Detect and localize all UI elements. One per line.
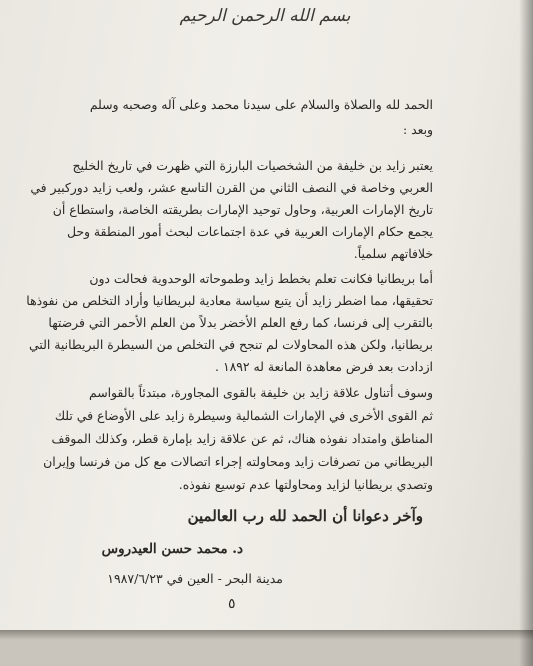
- paragraph-line: المناطق وامتداد نفوذه هناك، ثم عن علاقة زايد بإمارة قطر، وكذلك الموقف: [51, 431, 433, 446]
- place-date: مدينة البحر - العين في ١٩٨٧/٦/٢٣: [107, 571, 283, 586]
- paragraph-line: ازدادت بعد فرض معاهدة المانعة له ١٨٩٢ .: [215, 359, 433, 374]
- paragraph-line: تاريخ الإمارات العربية، وحاول توحيد الإمارات بطريقته الخاصة، واستطاع أن: [52, 202, 433, 217]
- paragraph-line: يعتبر زايد بن خليفة من الشخصيات البارزة التي ظهرت في تاريخ الخليج: [72, 158, 433, 173]
- page-shadow: [0, 630, 533, 640]
- paragraph-line: العربي وخاصة في النصف الثاني من القرن التاسع عشر، ولعب زايد دوركبير في: [30, 180, 433, 195]
- paragraph-line: أما بريطانيا فكانت تعلم بخطط زايد وطموحاته الوحدوية فحالت دون: [89, 271, 433, 286]
- page-number: ٥: [228, 596, 236, 612]
- paragraph-line: خلافاتهم سلمياً.: [353, 246, 433, 261]
- paragraph-line: البريطاني من تصرفات زايد ومحاولته إجراء اتصالات مع كل من فرنسا وإيران: [43, 454, 433, 469]
- underlying-page: [0, 630, 533, 666]
- author-signature: د. محمد حسن العيدروس: [101, 541, 243, 557]
- opening-line: الحمد لله والصلاة والسلام على سيدنا محمد وعلى آله وصحبه وسلم: [89, 97, 433, 112]
- paragraph-line: بالتقرب إلى فرنسا، كما رفع العلم الأخضر بدلاً من العلم الأحمر التي فرضتها: [48, 315, 433, 330]
- paragraph-line: وسوف أتناول علاقة زايد بن خليفة بالقوى المجاورة، مبتدئاً بالقواسم: [88, 385, 433, 400]
- page-edge-shadow: [519, 0, 533, 666]
- opening-line: وبعد :: [402, 122, 433, 137]
- paragraph-line: يجمع حكام الإمارات العربية في عدة اجتماعات لبحث أمور المنطقة وحل: [66, 224, 433, 239]
- basmala-heading: بسم الله الرحمن الرحيم: [179, 6, 351, 26]
- paragraph-line: ثم القوى الأخرى في الإمارات الشمالية وسيطرة زايد على الأوضاع في تلك: [54, 408, 433, 423]
- paragraph-line: تحقيقها، مما اضطر زايد أن يتبع سياسة معادية لبريطانيا وأراد التخلص من نفوذها: [26, 293, 433, 308]
- paragraph-line: بريطانيا، ولكن هذه المحاولات لم تنجح في التخلص من السيطرة البريطانية التي: [29, 337, 433, 352]
- paragraph-line: وتصدي بريطانيا لزايد ومحاولتها عدم توسيع نفوذه.: [178, 477, 433, 492]
- closing-line: وآخر دعوانا أن الحمد لله رب العالمين: [187, 507, 423, 525]
